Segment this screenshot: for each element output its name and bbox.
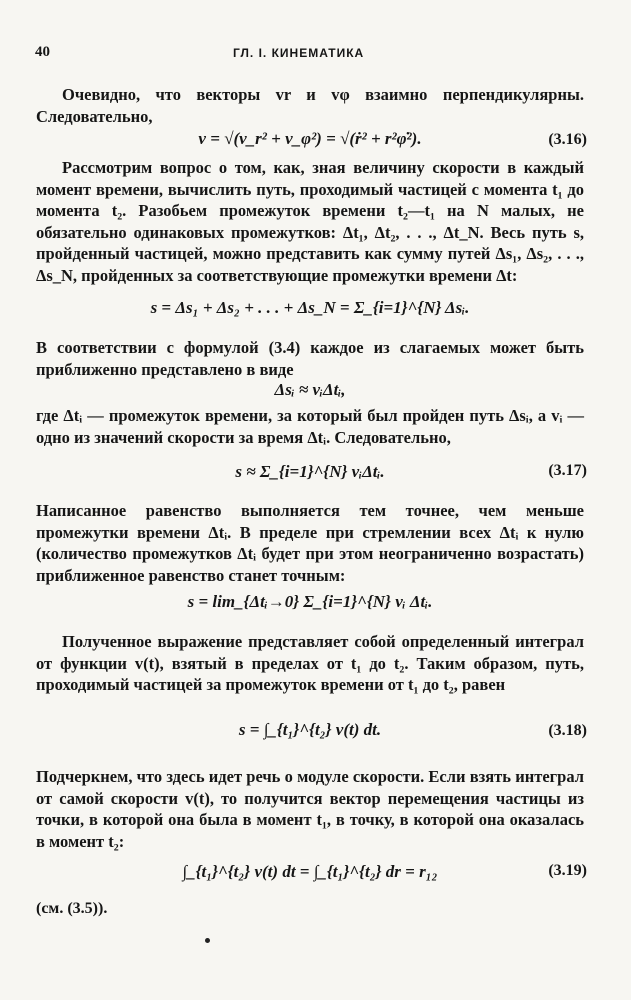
formula-approx-text: Δsᵢ ≈ vᵢΔtᵢ, xyxy=(274,380,346,399)
running-head: ГЛ. I. КИНЕМАТИКА xyxy=(233,46,365,60)
equation-number-3-19: (3.19) xyxy=(548,862,587,879)
equation-number-3-17: (3.17) xyxy=(548,462,587,479)
paragraph-5: Написанное равенство выполняется тем точнее, чем меньше промежутки времени Δtᵢ. В пределе при стремлении всех Δtᵢ к нулю (количество промежутков Δtᵢ будет при этом неограниченно возрастать) приближенное равенство станет точным: xyxy=(36,501,584,585)
equation-number-3-16: (3.16) xyxy=(548,131,587,148)
formula-path-sum-text: s = Δs₁ + Δs₂ + . . . + Δs_N = Σ_{i=1}^{N} Δsᵢ. xyxy=(150,298,470,317)
formula-3-16 xyxy=(36,129,584,149)
paragraph-1: Очевидно, что векторы vr и vφ взаимно перпендикулярны. Следовательно, xyxy=(36,85,584,126)
paragraph-4: где Δtᵢ — промежуток времени, за который был пройден путь Δsᵢ, а vᵢ — одно из значений скорости за время Δtᵢ. Следовательно, xyxy=(36,406,584,447)
paragraph-3: В соответствии с формулой (3.4) каждое из слагаемых может быть приближенно представлено в виде xyxy=(36,338,584,379)
formula-3-17 xyxy=(36,462,584,482)
formula-3-19-text: ∫_{t₁}^{t₂} v(t) dt = ∫_{t₁}^{t₂} dr = r₁₂ xyxy=(182,862,438,881)
formula-3-18-text: s = ∫_{t₁}^{t₂} v(t) dt. xyxy=(238,720,382,739)
formula-limit xyxy=(36,592,584,612)
page-number: 40 xyxy=(35,44,50,60)
formula-3-19 xyxy=(36,862,584,882)
formula-approx xyxy=(36,380,584,400)
print-speck xyxy=(205,938,210,943)
paragraph-6: Полученное выражение представляет собой определенный интеграл от функции v(t), взятый в пределах от t₁ до t₂. Таким образом, путь, проходимый частицей за промежуток времени от t₁ до t₂, равен xyxy=(36,632,584,695)
formula-path-sum xyxy=(36,298,584,318)
formula-3-16-text: v = √(v_r² + v_φ²) = √(ṙ² + r²φ̇²). xyxy=(198,129,422,148)
page-header xyxy=(35,44,595,64)
paragraph-2: Рассмотрим вопрос о том, как, зная величину скорости в каждый момент времени, вычислить путь, проходимый частицей с момента t₁ до момента t₂. Разобьем промежуток времени t₂—t₁ на N малых, не обязательно одинаковых промежутков: Δt₁, Δt₂, . . ., Δt_N. Весь путь s, пройденный частицей, можно представить как сумму путей Δs₁, Δs₂, . . ., Δs_N, пройденных за соответствующие промежутки времени Δt: xyxy=(36,158,584,285)
formula-3-17-text: s ≈ Σ_{i=1}^{N} vᵢΔtᵢ. xyxy=(235,462,385,481)
equation-number-3-18: (3.18) xyxy=(548,722,587,739)
paragraph-7: Подчеркнем, что здесь идет речь о модуле скорости. Если взять интеграл от самой скорости v(t), то получится вектор перемещения частицы из точки, в которой она была в момент t₁, в точку, в которой она оказалась в момент t₂: xyxy=(36,767,584,851)
reference-note: (см. (3.5)). xyxy=(36,900,108,917)
formula-limit-text: s = lim_{Δtᵢ→0} Σ_{i=1}^{N} vᵢ Δtᵢ. xyxy=(187,592,433,611)
formula-3-18 xyxy=(36,720,584,740)
